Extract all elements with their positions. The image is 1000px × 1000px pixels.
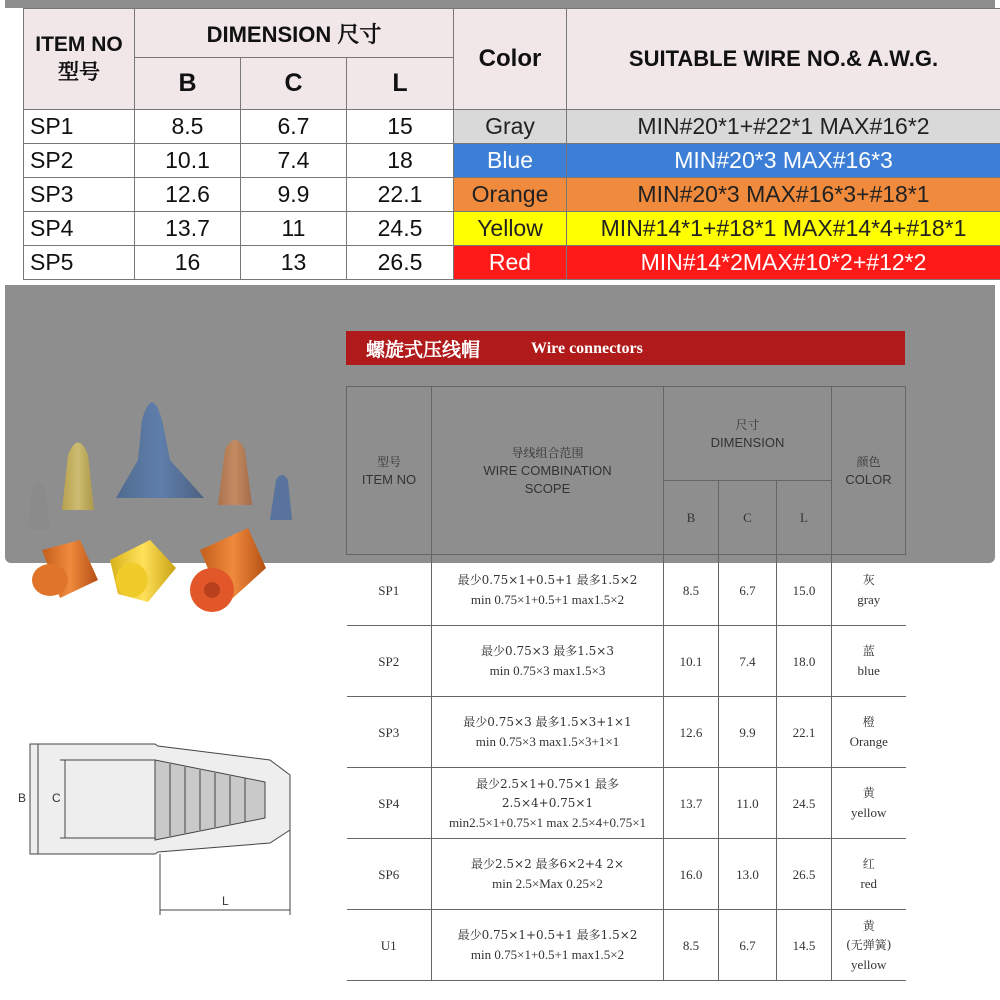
lower-header-scope (432, 387, 664, 555)
lower-header-b: B (664, 481, 719, 555)
cell-l: 22.1 (347, 178, 454, 212)
cell-color: Red (454, 246, 567, 280)
cell-wire: MIN#14*1+#18*1 MAX#14*4+#18*1 (567, 212, 1000, 246)
cell-color: Gray (454, 110, 567, 144)
banner-title-en: Wire connectors (531, 340, 643, 357)
cell-color: Orange (454, 178, 567, 212)
cell-c: 13.0 (719, 839, 777, 910)
cell-b: 12.6 (135, 178, 241, 212)
cell-scope (432, 910, 664, 981)
cell-model: SP1 (347, 555, 432, 626)
color-cn: 灰 (862, 573, 875, 587)
lower-header-dim-cn: 尺寸 (735, 417, 760, 432)
lower-header-item-cn: 型号 (376, 454, 401, 469)
color-cn: 黄 (862, 786, 875, 800)
lower-header-color-cn: 颜色 (856, 454, 881, 469)
lower-header-item-en: ITEM NO (361, 471, 417, 487)
scope-cn: 最少0.75×3 最多1.5×3 (481, 644, 614, 658)
overlay-top-strip (5, 0, 995, 8)
scope-en: min 0.75×3 max1.5×3 (489, 663, 606, 678)
color-en: Orange (849, 734, 888, 749)
cell-color (832, 626, 906, 697)
lower-header-scope-cn: 导线组合范围 (511, 445, 584, 460)
lower-header-scope-en2: SCOPE (524, 480, 571, 496)
cell-color: Blue (454, 144, 567, 178)
scope-en: min 0.75×3 max1.5×3+1×1 (475, 734, 620, 749)
cell-color (832, 697, 906, 768)
cell-wire: MIN#14*2MAX#10*2+#12*2 (567, 246, 1000, 280)
cell-wire: MIN#20*3 MAX#16*3 (567, 144, 1000, 178)
cell-scope (432, 697, 664, 768)
lower-header-dimension (664, 387, 832, 481)
lower-header-l: L (777, 481, 832, 555)
spec-table-top (23, 8, 1000, 280)
cell-model: SP3 (24, 178, 135, 212)
scope-en: min2.5×1+0.75×1 max 2.5×4+0.75×1 (448, 814, 647, 830)
label-l: L (222, 894, 229, 908)
cell-color: Yellow (454, 212, 567, 246)
cell-l: 22.1 (777, 697, 832, 768)
color-en: yellow (851, 956, 887, 972)
color-en: gray (857, 592, 881, 607)
cell-b: 8.5 (135, 110, 241, 144)
table-row (347, 839, 906, 910)
cell-c: 6.7 (719, 555, 777, 626)
dimension-drawing (10, 730, 310, 930)
banner-title-cn: 螺旋式压线帽 (366, 339, 481, 361)
table-row (347, 626, 906, 697)
lower-header-item (347, 387, 432, 555)
color-cn: 红 (862, 857, 875, 871)
color-en: blue (857, 663, 880, 678)
scope-cn: 最少0.75×1+0.5+1 最多1.5×2 (457, 573, 638, 587)
header-item-no (24, 9, 135, 110)
cell-b: 8.5 (664, 555, 719, 626)
table-row (347, 910, 906, 981)
cell-l: 15.0 (777, 555, 832, 626)
table-row (347, 768, 906, 839)
wire-connectors-photo (20, 380, 320, 640)
label-c: C (52, 791, 61, 805)
cell-c: 13 (241, 246, 347, 280)
cell-c: 9.9 (719, 697, 777, 768)
cell-l: 15 (347, 110, 454, 144)
color-cn: 橙 (862, 715, 875, 729)
cell-wire: MIN#20*1+#22*1 MAX#16*2 (567, 110, 1000, 144)
scope-en: min 2.5×Max 0.25×2 (492, 876, 603, 891)
cell-c: 6.7 (719, 910, 777, 981)
cell-model: SP2 (24, 144, 135, 178)
table-row (24, 144, 1000, 178)
cell-l: 26.5 (777, 839, 832, 910)
lower-header-color-en: COLOR (845, 471, 892, 487)
color-cn: 蓝 (862, 644, 875, 658)
lower-header-color (832, 387, 906, 555)
lower-header-scope-en1: WIRE COMBINATION (483, 462, 612, 478)
scope-cn: 最少0.75×3 最多1.5×3+1×1 (463, 715, 632, 729)
cell-scope (432, 626, 664, 697)
cell-b: 10.1 (664, 626, 719, 697)
cell-l: 24.5 (347, 212, 454, 246)
scope-en: min 0.75×1+0.5+1 max1.5×2 (470, 947, 625, 962)
cell-l: 14.5 (777, 910, 832, 981)
cell-model: SP1 (24, 110, 135, 144)
cell-model: SP3 (347, 697, 432, 768)
color-cn: 黄 (862, 918, 875, 933)
table-row (24, 178, 1000, 212)
table-row (24, 110, 1000, 144)
cell-model: SP6 (347, 839, 432, 910)
cell-l: 24.5 (777, 768, 832, 839)
header-b: B (135, 58, 241, 110)
header-dimension: DIMENSION 尺寸 (135, 9, 454, 58)
lower-header-c: C (719, 481, 777, 555)
cell-b: 13.7 (135, 212, 241, 246)
cell-model: SP4 (347, 768, 432, 839)
cell-scope (432, 555, 664, 626)
cell-c: 11 (241, 212, 347, 246)
cell-scope (432, 768, 664, 839)
cell-l: 26.5 (347, 246, 454, 280)
cell-model: SP2 (347, 626, 432, 697)
header-l: L (347, 58, 454, 110)
color-en: yellow (851, 805, 887, 820)
scope-cn: 最少2.5×1+0.75×1 最多2.5×4+0.75×1 (475, 776, 620, 810)
label-b: B (18, 791, 27, 805)
cell-b: 16.0 (664, 839, 719, 910)
table-row (24, 246, 1000, 280)
cell-b: 12.6 (664, 697, 719, 768)
cell-color (832, 839, 906, 910)
scope-cn: 最少2.5×2 最多6×2+4 2× (470, 857, 625, 871)
cell-c: 7.4 (241, 144, 347, 178)
cell-model: U1 (347, 910, 432, 981)
cell-c: 6.7 (241, 110, 347, 144)
cell-wire: MIN#20*3 MAX#16*3+#18*1 (567, 178, 1000, 212)
cell-color (832, 555, 906, 626)
cell-c: 11.0 (719, 768, 777, 839)
table-row (347, 697, 906, 768)
cell-color (832, 768, 906, 839)
cell-color (832, 910, 906, 981)
header-item-no-en: ITEM NO (35, 33, 123, 56)
cell-model: SP5 (24, 246, 135, 280)
color-extra: (无弹簧) (846, 937, 892, 952)
header-wire: SUITABLE WIRE NO.& A.W.G. (567, 9, 1000, 110)
table-row (24, 212, 1000, 246)
cell-l: 18 (347, 144, 454, 178)
header-color: Color (454, 9, 567, 110)
cell-c: 9.9 (241, 178, 347, 212)
cell-c: 7.4 (719, 626, 777, 697)
scope-en: min 0.75×1+0.5+1 max1.5×2 (470, 592, 625, 607)
scope-cn: 最少0.75×1+0.5+1 最多1.5×2 (457, 928, 638, 942)
cell-scope (432, 839, 664, 910)
color-en: red (860, 876, 878, 891)
cell-b: 16 (135, 246, 241, 280)
spec-table-lower (346, 386, 906, 981)
header-item-no-cn: 型号 (58, 61, 100, 84)
table-row (347, 555, 906, 626)
cell-model: SP4 (24, 212, 135, 246)
section-banner (346, 331, 905, 365)
cell-l: 18.0 (777, 626, 832, 697)
cell-b: 13.7 (664, 768, 719, 839)
cell-b: 8.5 (664, 910, 719, 981)
header-c: C (241, 58, 347, 110)
lower-header-dim-en: DIMENSION (710, 434, 785, 450)
cell-b: 10.1 (135, 144, 241, 178)
